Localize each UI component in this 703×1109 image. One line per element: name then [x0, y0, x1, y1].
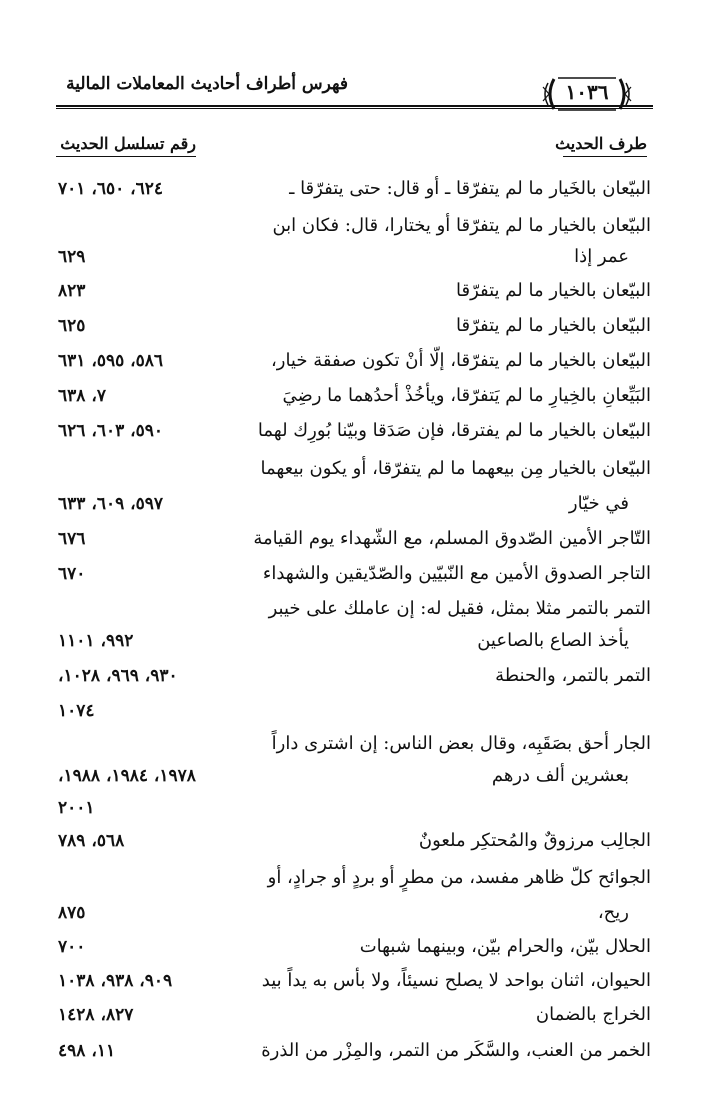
serial-numbers: ٥٩٧، ٦٠٩، ٦٣٣ — [58, 494, 164, 514]
hadith-text: الجالِب مرزوقٌ والمُحتكِر ملعونٌ — [418, 830, 651, 851]
hadith-text: البَيِّعانِ بالخِيارِ ما لم يَتفرّقا، ويأخُذْ أحدُهما ما رضِيَ — [282, 385, 651, 406]
page-number: ١٠٣٦ — [565, 80, 609, 104]
hadith-text: البيّعان بالخَيار ما لم يتفرّقا ـ أو قال: حتى يتفرّقا ـ — [289, 178, 651, 199]
serial-numbers: ٦٧٠ — [58, 564, 86, 584]
column-header-serial: رقم تسلسل الحديث — [56, 134, 196, 153]
hadith-text: البيّعان بالخيار ما لم يتفرّقا، إلّا أنْ تكون صفقة خيار، — [270, 350, 651, 371]
serial-numbers: ١٠٧٤ — [58, 701, 95, 721]
hadith-text: البيّعان بالخيار ما لم يتفرّقا أو يختارا، قال: فكان ابن — [272, 215, 651, 236]
serial-numbers: ٩٠٩، ٩٣٨، ١٠٣٨ — [58, 971, 173, 991]
hadith-text: الحلال بيّن، والحرام بيّن، وبينهما شبهات — [359, 936, 651, 957]
serial-numbers: ٨٢٣ — [58, 281, 86, 301]
hadith-text: البيّعان بالخيار ما لم يتفرّقا — [456, 315, 651, 336]
hadith-text: الحيوان، اثنان بواحد لا يصلح نسيئاً، ولا بأس به يداً بيد — [261, 970, 651, 991]
serial-numbers: ١١، ٤٩٨ — [58, 1041, 116, 1061]
hadith-text: الجار أحق بصَقَبِه، وقال بعض الناس: إن اشترى داراً — [271, 733, 651, 754]
hadith-text: التمر بالتمر مثلا بمثل، فقيل له: إن عاملك على خيبر — [268, 598, 651, 619]
hadith-text: التاجر الصدوق الأمين مع النّبيّين والصّدّيقين والشهداء — [262, 563, 651, 584]
serial-numbers: ٨٧٥ — [58, 903, 86, 923]
header-title: فهرس أطراف أحاديث المعاملات المالية — [66, 74, 348, 94]
serial-numbers: ٧٠٠ — [58, 937, 86, 957]
column-header-hadith: طرف الحديث — [507, 134, 647, 153]
hadith-text: بعشرين ألف درهم — [491, 765, 629, 786]
hadith-text: الخمر من العنب، والسَّكَر من التمر، والمِزْر من الذرة — [261, 1040, 651, 1061]
hadith-text: البيّعان بالخيار ما لم يفترقا، فإن صَدَقا وبيّنا بُورِك لهما — [257, 420, 651, 441]
serial-numbers: ٦٢٤، ٦٥٠، ٧٠١ — [58, 179, 164, 199]
hadith-text: الخراج بالضمان — [535, 1004, 651, 1025]
hadith-text: البيّعان بالخيار مِن بيعهما ما لم يتفرّقا، أو يكون بيعهما — [260, 458, 651, 479]
serial-numbers: ٥٦٨، ٧٨٩ — [58, 831, 125, 851]
hadith-text: التّاجر الأمين الصّدوق المسلم، مع الشّهداء يوم القيامة — [253, 528, 651, 549]
serial-numbers: ٩٣٠، ٩٦٩، ١٠٢٨، — [58, 666, 178, 686]
header-rule — [56, 105, 653, 107]
serial-numbers: ٦٢٥ — [58, 316, 86, 336]
serial-numbers: ٥٩٠، ٦٠٣، ٦٢٦ — [58, 421, 164, 441]
hadith-text: في خيّار — [568, 493, 629, 514]
serial-numbers: ٦٧٦ — [58, 529, 86, 549]
serial-numbers: ٥٨٦، ٥٩٥، ٦٣١ — [58, 351, 164, 371]
serial-numbers: ١٩٧٨، ١٩٨٤، ١٩٨٨، — [58, 766, 196, 786]
hadith-text: البيّعان بالخيار ما لم يتفرّقا — [456, 280, 651, 301]
serial-numbers: ٢٠٠١ — [58, 798, 95, 818]
hadith-text: عمر إذا — [574, 246, 629, 267]
hadith-text: التمر بالتمر، والحنطة — [495, 665, 651, 686]
hadith-text: ريح، — [597, 902, 629, 923]
hadith-text: الجوائح كلّ ظاهر مفسد، من مطرٍ أو بردٍ أو جرادٍ، أو — [267, 867, 651, 888]
hadith-text: يأخذ الصاع بالصاعين — [477, 630, 629, 651]
serial-numbers: ٦٢٩ — [58, 247, 86, 267]
serial-numbers: ٩٩٢، ١١٠١ — [58, 631, 134, 651]
serial-numbers: ٧، ٦٣٨ — [58, 386, 106, 406]
header-rule-thin — [56, 108, 653, 109]
serial-numbers: ٨٢٧، ١٤٢٨ — [58, 1005, 134, 1025]
